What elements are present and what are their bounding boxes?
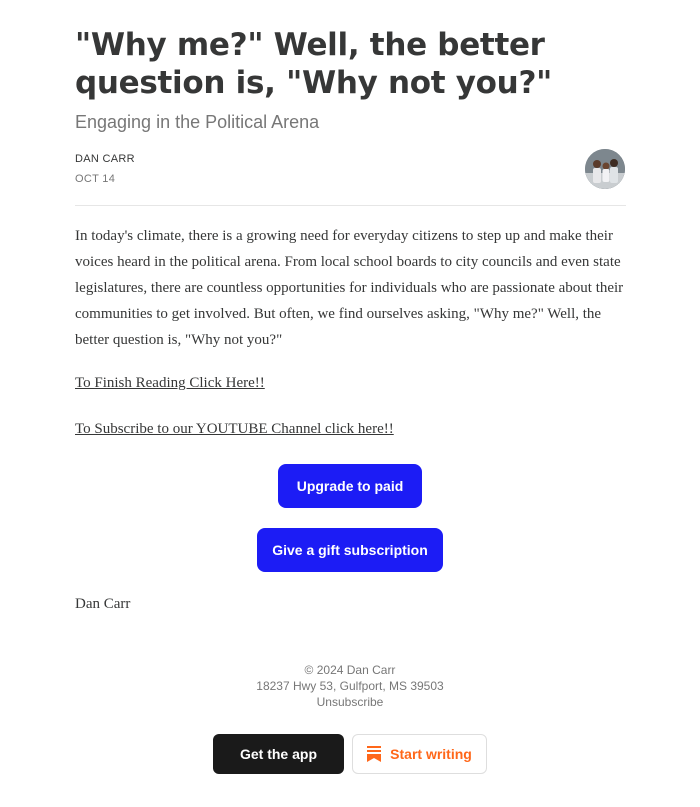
post-title: "Why me?" Well, the better question is, "Why not you?" [75, 27, 552, 101]
footer-copyright: © 2024 Dan Carr [304, 663, 396, 677]
unsubscribe-link[interactable]: Unsubscribe [316, 695, 384, 709]
finish-reading-link[interactable]: To Finish Reading Click Here!! [75, 375, 265, 391]
avatar-photo [585, 149, 625, 189]
post-subtitle: Engaging in the Political Arena [75, 112, 320, 132]
post-body: In today's climate, there is a growing need for everyday citizens to step up and make their voices heard in the political arena. From local school boards to city councils and even state legislatures, there are countless opportunities for individuals who are passionate about their communities to get involved. But often, we find ourselves asking, "Why me?" Well, the better question is, "Why not you?" [75, 228, 624, 348]
gift-subscription-button[interactable]: Give a gift subscription [257, 528, 443, 572]
post-date: OCT 14 [75, 173, 116, 185]
youtube-subscribe-link[interactable]: To Subscribe to our YOUTUBE Channel click here!! [75, 421, 394, 437]
bookmark-icon [367, 746, 381, 762]
author-name[interactable]: DAN CARR [75, 153, 135, 165]
start-writing-label: Start writing [390, 746, 472, 762]
footer-address: 18237 Hwy 53, Gulfport, MS 39503 [256, 679, 444, 693]
start-writing-button[interactable] [352, 734, 487, 774]
upgrade-to-paid-button[interactable]: Upgrade to paid [278, 464, 422, 508]
author-avatar[interactable] [585, 149, 625, 189]
signature: Dan Carr [75, 596, 131, 612]
get-the-app-button[interactable]: Get the app [213, 734, 344, 774]
header-divider [75, 205, 626, 206]
